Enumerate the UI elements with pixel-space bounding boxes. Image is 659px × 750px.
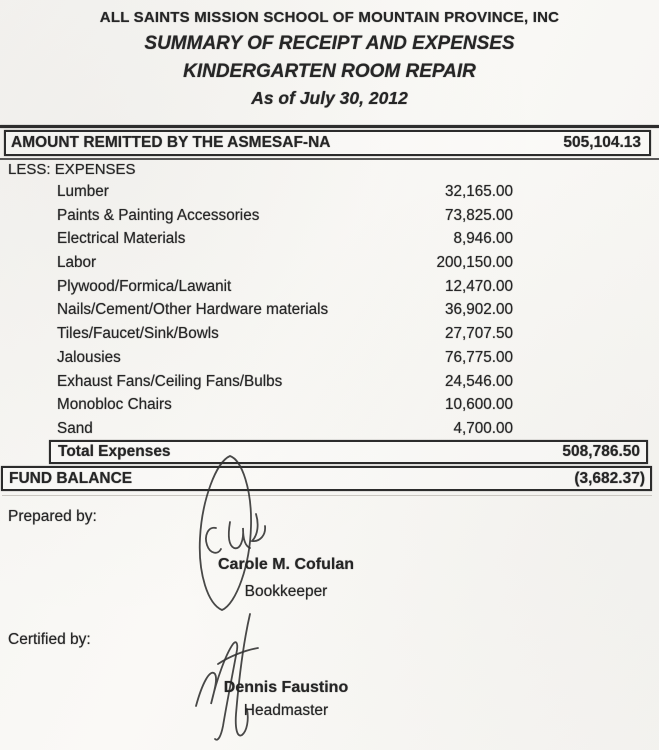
expense-amount: 10,600.00 — [444, 396, 513, 414]
expense-amount: 32,165.00 — [444, 183, 513, 200]
expense-amount: 24,546.00 — [444, 372, 513, 390]
top-rule — [0, 125, 659, 128]
receipt-label: AMOUNT REMITTED BY THE ASMESAF-NA — [11, 134, 331, 151]
expense-amount: 4,700.00 — [453, 419, 513, 437]
expense-label: Lumber — [57, 183, 109, 200]
expense-label: Monobloc Chairs — [57, 396, 172, 414]
expense-label: Electrical Materials — [57, 230, 186, 248]
expense-row — [0, 371, 659, 395]
report-title: SUMMARY OF RECEIPT AND EXPENSES — [144, 33, 515, 54]
expense-label: Exhaust Fans/Ceiling Fans/Bulbs — [57, 372, 283, 390]
expense-row — [0, 323, 659, 347]
receipt-amount: 505,104.13 — [563, 134, 641, 151]
expense-row — [0, 394, 659, 418]
expense-row — [0, 418, 659, 442]
certified-by-label: Certified by: — [8, 631, 91, 648]
expense-row — [0, 276, 659, 300]
expense-amount: 76,775.00 — [444, 348, 513, 366]
expense-row — [0, 252, 659, 276]
prepared-by-label: Prepared by: — [8, 508, 97, 525]
expenses-section-label: LESS: EXPENSES — [8, 161, 136, 178]
expense-row — [0, 347, 659, 371]
fund-balance-row — [1, 466, 652, 491]
expense-amount: 36,902.00 — [444, 301, 513, 319]
expense-label: Nails/Cement/Other Hardware materials — [57, 301, 329, 319]
expense-label: Jalousies — [57, 348, 121, 366]
certified-name: Dennis Faustino — [223, 679, 349, 696]
expense-amount: 200,150.00 — [436, 254, 513, 272]
expense-label: Tiles/Faucet/Sink/Bowls — [57, 325, 219, 343]
expense-label: Labor — [57, 254, 97, 272]
total-expenses-label: Total Expenses — [58, 443, 171, 460]
fund-balance-label: FUND BALANCE — [9, 469, 133, 487]
certified-role: Headmaster — [243, 702, 329, 719]
receipt-underline-rule — [0, 158, 659, 160]
expense-rows — [0, 181, 659, 442]
expense-row — [0, 205, 659, 229]
expense-label: Paints & Painting Accessories — [57, 206, 260, 224]
expense-row — [0, 299, 659, 323]
scan-artifact-line — [2, 495, 652, 496]
expense-row — [0, 181, 659, 205]
prepared-name: Carole M. Cofulan — [217, 556, 354, 573]
prepared-role: Bookkeeper — [244, 583, 328, 600]
expense-amount: 12,470.00 — [444, 277, 513, 295]
expense-amount: 27,707.50 — [444, 325, 513, 343]
expense-amount: 73,825.00 — [444, 206, 513, 224]
as-of-date: As of July 30, 2012 — [251, 88, 408, 108]
total-expenses-row — [49, 440, 648, 464]
expense-label: Sand — [57, 419, 93, 437]
expense-amount: 8,946.00 — [453, 230, 513, 248]
org-title: ALL SAINTS MISSION SCHOOL OF MOUNTAIN PROVINCE, INC — [99, 9, 560, 26]
receipt-row — [4, 130, 651, 156]
expense-label: Plywood/Formica/Lawanit — [57, 277, 232, 295]
report-subtitle: KINDERGARTEN ROOM REPAIR — [183, 61, 476, 82]
headmaster-signature-icon — [190, 608, 270, 748]
expense-row — [0, 228, 659, 252]
fund-balance-amount: (3,682.37) — [574, 469, 645, 487]
total-expenses-amount: 508,786.50 — [562, 443, 640, 460]
